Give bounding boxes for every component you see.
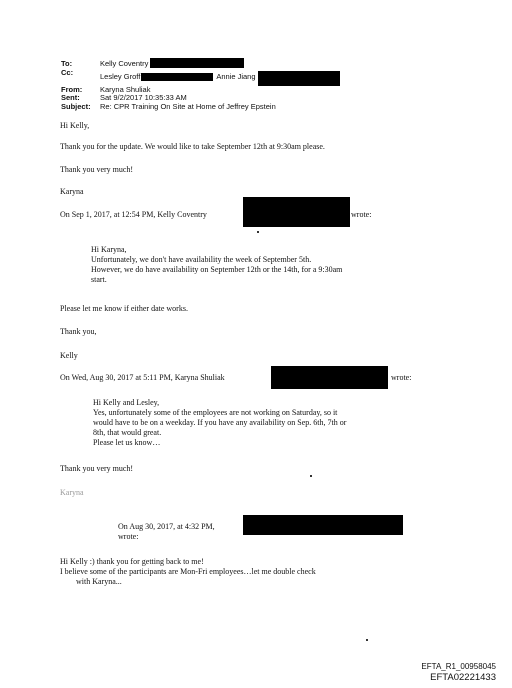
quote-wrote: wrote: xyxy=(391,373,412,382)
signature: Karyna xyxy=(60,187,84,196)
subject-value: Re: CPR Training On Site at Home of Jeffrey Epstein xyxy=(100,101,276,111)
quoted-line: Please let us know… xyxy=(93,438,161,447)
quote-wrote: wrote: xyxy=(118,532,139,541)
signature: Kelly xyxy=(60,351,78,360)
redaction-box xyxy=(243,515,403,535)
redaction-box xyxy=(243,197,350,227)
sent-label: Sent: xyxy=(61,93,80,103)
from-label: From: xyxy=(61,84,83,94)
quoted-line: Hi Kelly :) thank you for getting back to me! xyxy=(60,557,204,566)
quote-wrote: wrote: xyxy=(351,210,372,219)
to-value: Kelly Coventry xyxy=(100,59,149,68)
to-label: To: xyxy=(61,59,73,68)
quote-intro: On Wed, Aug 30, 2017 at 5:11 PM, Karyna Shuliak xyxy=(60,373,225,382)
quote-intro: On Aug 30, 2017, at 4:32 PM, xyxy=(118,522,215,531)
cc-row xyxy=(61,69,340,86)
quoted-line: I believe some of the participants are Mon-Fri employees…let me double check xyxy=(60,567,316,576)
subject-label: Subject: xyxy=(61,101,91,111)
to-row xyxy=(61,60,340,69)
from-value: Karyna Shuliak xyxy=(100,84,151,94)
redaction-box xyxy=(141,73,213,81)
quoted-line: However, we do have availability on September 12th or the 14th, for a 9:30am xyxy=(91,265,343,274)
quoted-line: Yes, unfortunately some of the employees are not working on Saturday, so it xyxy=(93,408,338,417)
scan-mark xyxy=(366,639,368,641)
bates-number: EFTA_R1_00958045 xyxy=(421,662,496,671)
subject-row xyxy=(61,103,340,112)
quote-intro: On Sep 1, 2017, at 12:54 PM, Kelly Coventry xyxy=(60,210,207,219)
body-line: Thank you for the update. We would like to take September 12th at 9:30am please. xyxy=(60,142,325,151)
thanks-line: Thank you, xyxy=(60,327,97,336)
signature: Karyna xyxy=(60,488,84,497)
cc-label: Cc: xyxy=(61,67,74,77)
redaction-box xyxy=(271,366,388,389)
scan-mark xyxy=(257,231,259,233)
thanks-line: Thank you very much! xyxy=(60,165,134,174)
quoted-line: 8th, that would great. xyxy=(93,428,162,437)
scan-mark xyxy=(310,475,312,477)
quoted-line: Hi Kelly and Lesley, xyxy=(93,398,160,407)
quoted-line: start. xyxy=(91,275,107,284)
thanks-line: Thank you very much! xyxy=(60,464,134,473)
redaction-box xyxy=(258,71,340,86)
quoted-line: Unfortunately, we don't have availability the week of September 5th. xyxy=(91,255,312,264)
redaction-box xyxy=(150,58,244,68)
bates-number: EFTA02221433 xyxy=(430,672,496,683)
quoted-line: Hi Karyna, xyxy=(91,245,127,254)
cc-value: Lesley Groff xyxy=(100,71,141,81)
sent-value: Sat 9/2/2017 10:35:33 AM xyxy=(100,93,187,103)
quoted-line: would have to be on a weekday. If you have any availability on Sep. 6th, 7th or xyxy=(93,418,347,427)
greeting: Hi Kelly, xyxy=(60,121,90,130)
cc-value-2: Annie Jiang xyxy=(216,71,256,81)
email-header xyxy=(61,60,340,111)
body-line: Please let me know if either date works. xyxy=(60,304,188,313)
quoted-line: with Karyna... xyxy=(76,577,122,586)
